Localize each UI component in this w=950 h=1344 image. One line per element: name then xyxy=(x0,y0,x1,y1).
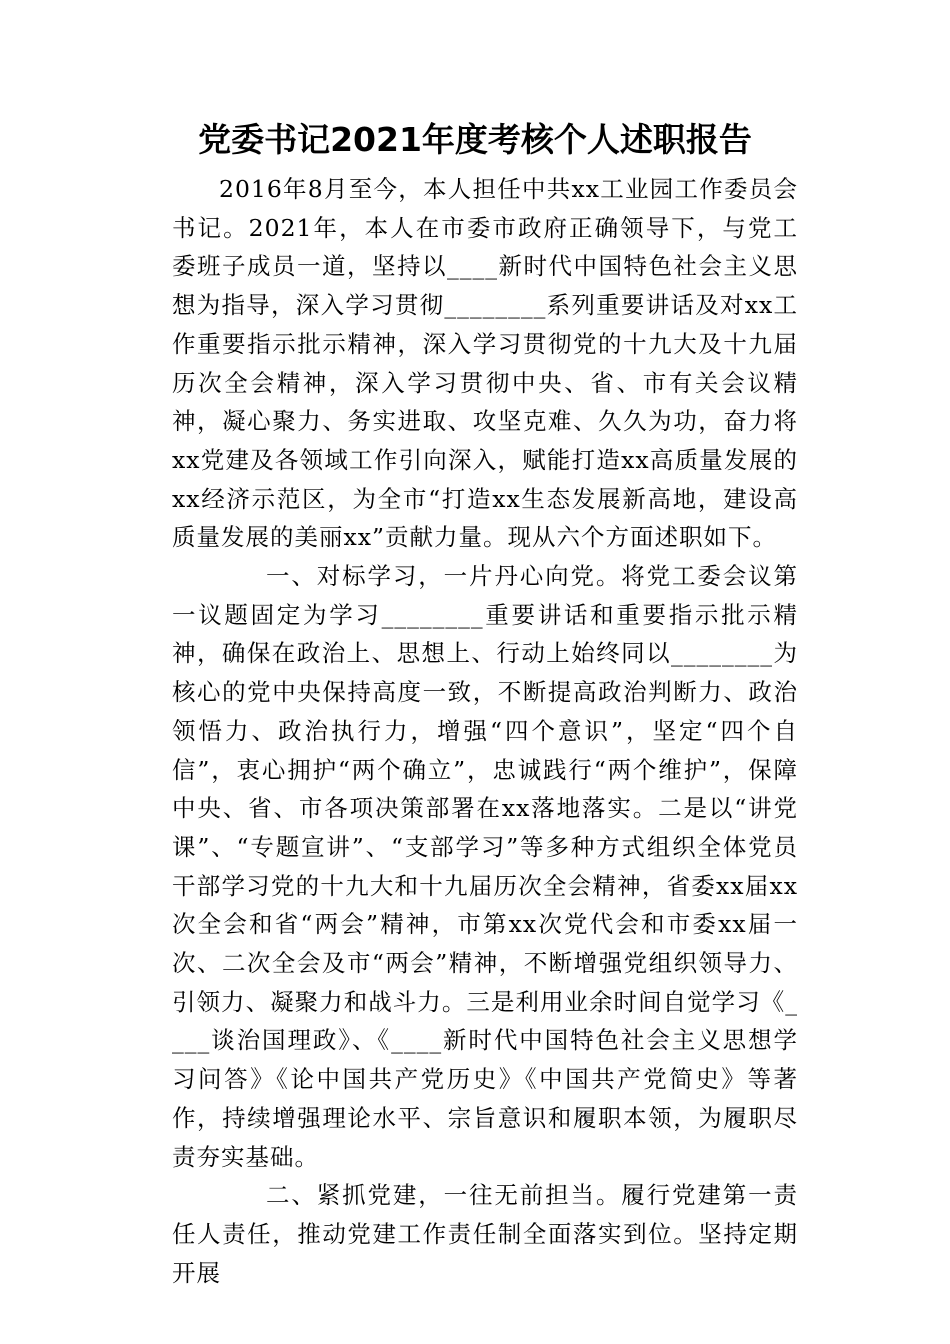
document-body xyxy=(172,170,798,1292)
paragraph-intro: 2016年8月至今，本人担任中共xx工业园工作委员会书记。2021年，本人在市委市政府正确领导下，与党工委班子成员一道，坚持以____新时代中国特色社会主义思想为指导，深入学习贯彻________系列重要讲话及对xx工作重要指示批示精神，深入学习贯彻党的十九大及十九届历次全会精神，深入学习贯彻中央、省、市有关会议精神，凝心聚力、务实进取、攻坚克难、久久为功，奋力将xx党建及各领域工作引向深入，赋能打造xx高质量发展的xx经济示范区，为全市“打造xx生态发展新高地，建设高质量发展的美丽xx”贡献力量。现从六个方面述职如下。 xyxy=(172,175,798,552)
paragraph-section-two: 二、紧抓党建，一往无前担当。履行党建第一责任人责任，推动党建工作责任制全面落实到位。坚持定期开展 xyxy=(172,1181,798,1287)
paragraph-section-one: 一、对标学习，一片丹心向党。将党工委会议第一议题固定为学习________重要讲话和重要指示批示精神，确保在政治上、思想上、行动上始终同以________为核心的党中央保持高度一致，不断提高政治判断力、政治领悟力、政治执行力，增强“四个意识”，坚定“四个自信”，衷心拥护“两个确立”，忠诚践行“两个维护”，保障中央、省、市各项决策部署在xx落地落实。二是以“讲党课”、“专题宣讲”、“支部学习”等多种方式组织全体党员干部学习党的十九大和十九届历次全会精神，省委xx届xx次全会和省“两会”精神，市第xx次党代会和市委xx届一次、二次全会及市“两会”精神，不断增强党组织领导力、引领力、凝聚力和战斗力。三是利用业余时间自觉学习《____谈治国理政》、《____新时代中国特色社会主义思想学习问答》《论中国共产党历史》《中国共产党简史》等著作，持续增强理论水平、宗旨意识和履职本领，为履职尽责夯实基础。 xyxy=(172,562,798,1171)
document-title: 党委书记2021年度考核个人述职报告 xyxy=(198,120,752,159)
